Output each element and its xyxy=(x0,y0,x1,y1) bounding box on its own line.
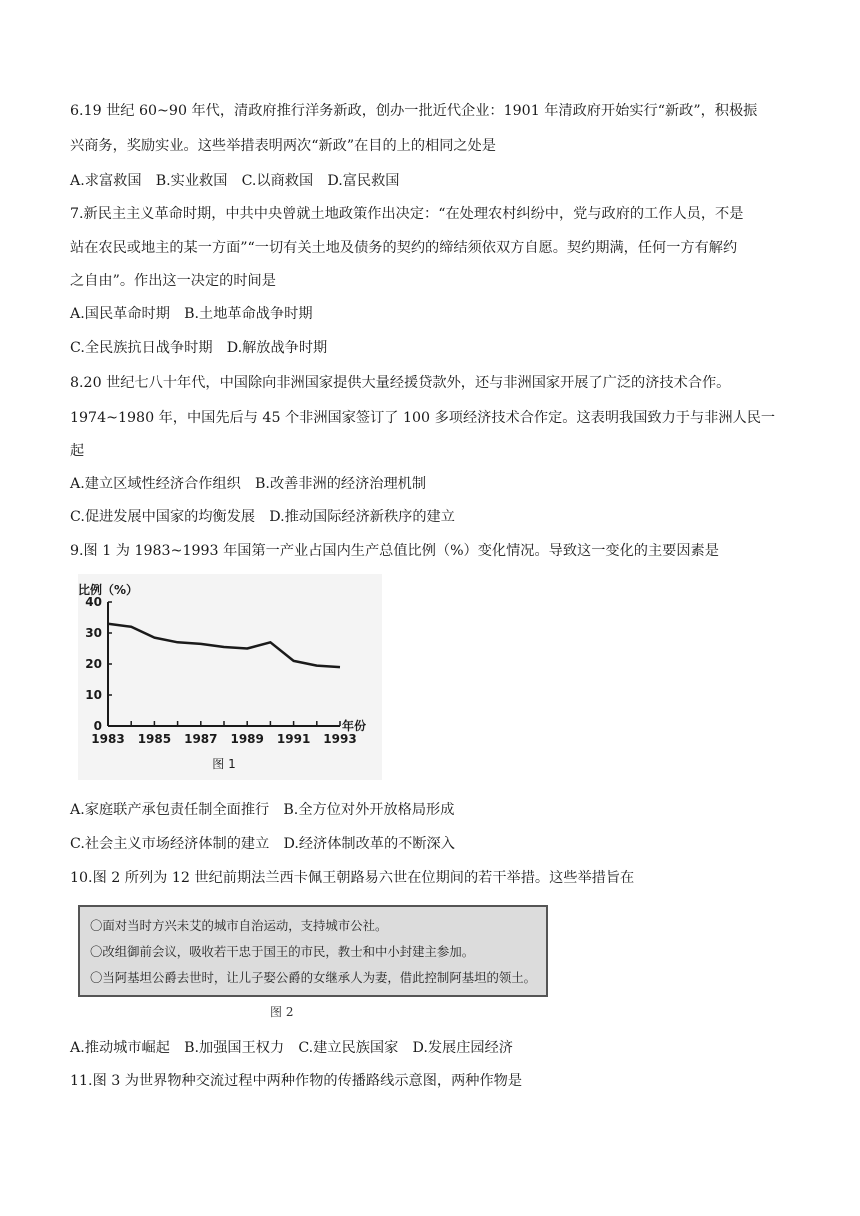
figure-1-caption: 图 1 xyxy=(212,757,236,771)
x-tick-label: 1989 xyxy=(230,732,264,746)
y-axis-label: 比例（%） xyxy=(78,583,139,597)
figure-2-item: 〇面对当时方兴未艾的城市自治运动，支持城市公社。 xyxy=(90,918,388,933)
q7-options-cd: C.全民族抗日战争时期 D.解放战争时期 xyxy=(70,340,328,356)
x-tick-label: 1987 xyxy=(184,732,218,746)
x-tick-label: 1991 xyxy=(276,732,311,746)
q8-stem-line-3: 起 xyxy=(70,443,85,459)
q11-stem: 11.图 3 为世界物种交流过程中两种作物的传播路线示意图，两种作物是 xyxy=(70,1073,523,1089)
q7-stem-line-3: 之自由”。作出这一决定的时间是 xyxy=(70,273,276,289)
q6-options: A.求富救国 B.实业救国 C.以商救国 D.富民救国 xyxy=(70,173,400,189)
y-tick-label: 20 xyxy=(85,657,102,671)
x-tick-label: 1983 xyxy=(91,732,125,746)
q8-options-ab: A.建立区域性经济合作组织 B.改善非洲的经济治理机制 xyxy=(70,476,427,492)
q6-stem-line-1: 6.19 世纪 60~90 年代，清政府推行洋务新政，创办一批近代企业：1901 年清政府开始实行“新政”，积极振 xyxy=(70,103,758,119)
y-tick-label: 10 xyxy=(85,688,102,702)
q9-options-ab: A.家庭联产承包责任制全面推行 B.全方位对外开放格局形成 xyxy=(70,802,455,818)
q10-stem: 10.图 2 所列为 12 世纪前期法兰西卡佩王朝路易六世在位期间的若干举措。这些举措旨在 xyxy=(70,870,635,886)
q8-stem-line-2: 1974~1980 年，中国先后与 45 个非洲国家签订了 100 多项经济技术合作定。这表明我国致力于与非洲人民一 xyxy=(70,410,776,426)
q9-stem: 9.图 1 为 1983~1993 年国第一产业占国内生产总值比例（%）变化情况。导致这一变化的主要因素是 xyxy=(70,543,719,559)
x-tick-label: 1993 xyxy=(323,732,357,746)
y-tick-label: 30 xyxy=(85,626,102,640)
q6-stem-line-2: 兴商务，奖励实业。这些举措表明两次“新政”在目的上的相同之处是 xyxy=(70,138,496,154)
x-tick-label: 1985 xyxy=(137,732,172,746)
q7-stem-line-2: 站在农民或地主的某一方面”“一切有关土地及债务的契约的缔结须依双方自愿。契约期满，任何一方有解约 xyxy=(70,240,738,256)
x-axis-label: 年份 xyxy=(342,719,367,733)
figure-2-item: 〇改组御前会议，吸收若干忠于国王的市民，教士和中小封建主参加。 xyxy=(90,944,475,959)
y-tick-label: 40 xyxy=(85,595,102,609)
figure-2-caption: 图 2 xyxy=(270,1005,294,1019)
chart-background xyxy=(78,574,382,780)
q10-options: A.推动城市崛起 B.加强国王权力 C.建立民族国家 D.发展庄园经济 xyxy=(70,1040,513,1056)
figure-1-chart xyxy=(78,574,382,780)
q7-options-ab: A.国民革命时期 B.土地革命战争时期 xyxy=(70,306,313,322)
figure-2-box xyxy=(78,905,548,997)
figure-2-item: 〇当阿基坦公爵去世时，让儿子娶公爵的女继承人为妻，借此控制阿基坦的领土。 xyxy=(90,970,537,985)
q8-stem-line-1: 8.20 世纪七八十年代，中国除向非洲国家提供大量经援贷款外，还与非洲国家开展了广泛的济技术合作。 xyxy=(70,375,731,391)
q7-stem-line-1: 7.新民主主义革命时期，中共中央曾就土地政策作出决定：“在处理农村纠纷中，党与政府的工作人员，不是 xyxy=(70,206,744,222)
line-chart xyxy=(78,574,382,780)
y-tick-label: 0 xyxy=(93,719,102,733)
q9-options-cd: C.社会主义市场经济体制的建立 D.经济体制改革的不断深入 xyxy=(70,836,455,852)
q8-options-cd: C.促进发展中国家的均衡发展 D.推动国际经济新秩序的建立 xyxy=(70,509,455,525)
